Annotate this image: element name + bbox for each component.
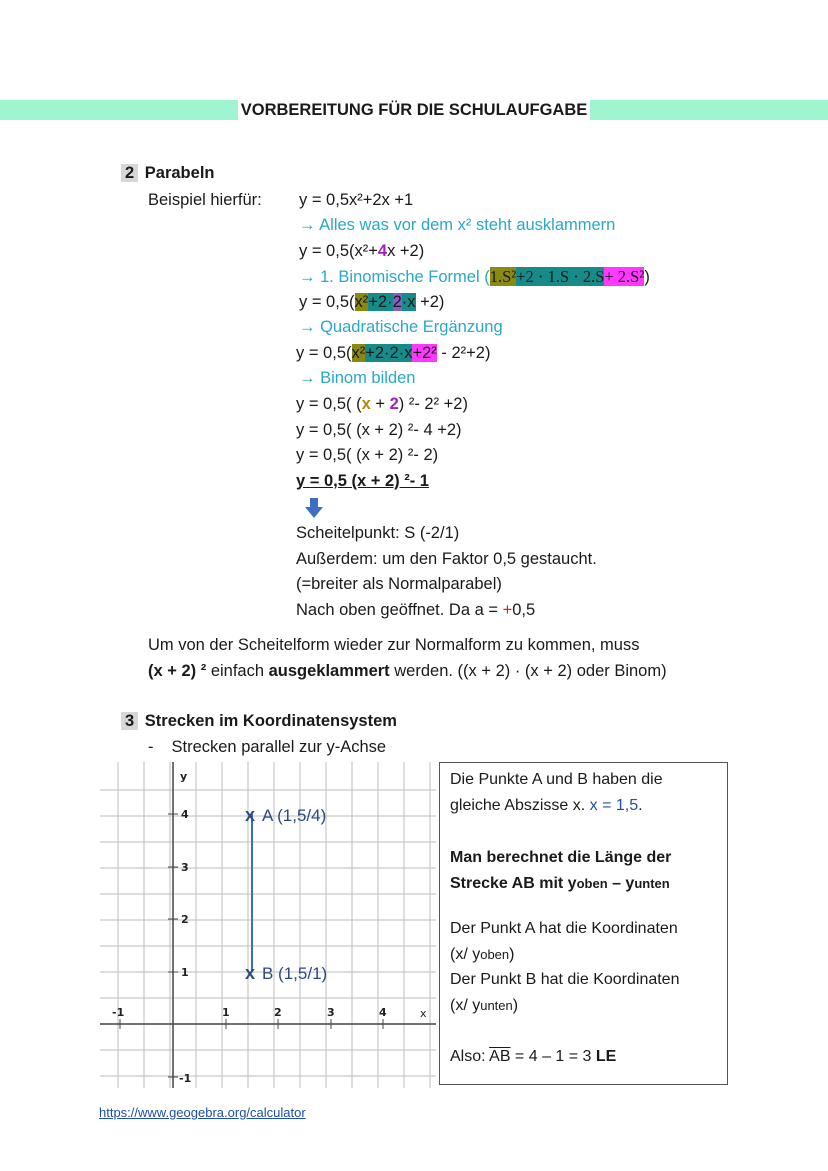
eq-part: y = 0,5(x²+ <box>299 242 378 260</box>
info-line <box>450 797 643 815</box>
eq-part: y = 0,5( <box>296 344 352 362</box>
text-part: Nach oben geöffnet. Da a = <box>296 601 503 619</box>
hint-second-square: + 2.S² <box>604 267 645 286</box>
subscript: oben <box>576 876 608 891</box>
x-tick-label: 4 <box>379 1006 387 1019</box>
y-tick-label: 4 <box>181 808 189 821</box>
paragraph-line-2 <box>148 662 667 681</box>
eq-part: +2· <box>368 293 393 311</box>
hint-factor-out: → Alles was vor dem x² steht ausklammern <box>299 216 616 234</box>
subscript: unten <box>480 998 513 1013</box>
eq-x-colored: x <box>361 395 371 413</box>
example-label: Beispiel hierfür: <box>148 191 262 209</box>
eq-part: y = 0,5( <box>299 293 355 311</box>
vertex-text: Scheitelpunkt: S (-2/1) <box>296 524 460 542</box>
text-part: gleiche Abszisse x. <box>450 797 590 814</box>
eq-highlight-square: +2² <box>412 344 437 362</box>
arrow-down-icon <box>303 497 325 519</box>
eq-2-colored: 2 <box>389 395 399 413</box>
opening-text <box>296 601 535 620</box>
segment-ab-label: $\overline{AB}$ <box>489 1048 511 1065</box>
y-tick-label: 3 <box>181 861 189 874</box>
equation-result: y = 0,5 (x + 2) ²- 1 <box>296 472 429 490</box>
bullet-dash: - <box>148 738 154 756</box>
hint-completing-square: → Quadratische Ergänzung <box>299 318 503 336</box>
eq-part: - 2²+2) <box>436 344 491 362</box>
hint-middle-term: +2 · 1.S · 2.S <box>516 267 605 286</box>
text-part: ) <box>509 946 515 963</box>
unit-le: LE <box>595 1048 617 1065</box>
eq-part: ) ²- 2² +2) <box>398 395 468 413</box>
text-part: werden. ((x + 2) · (x + 2) oder Binom) <box>389 662 667 680</box>
text-part: einfach <box>206 662 269 680</box>
section-title: Strecken im Koordinatensystem <box>144 712 397 730</box>
equation-line-1: y = 0,5x²+2x +1 <box>299 191 414 209</box>
text-part: (x/ y <box>450 997 481 1014</box>
y-tick-label: 1 <box>181 966 189 979</box>
eq-highlight-x2: x² <box>351 344 366 362</box>
eq-highlight-x2: x² <box>354 293 369 311</box>
x-axis-label: x <box>420 1007 427 1020</box>
hint-binomial-formula <box>299 267 650 287</box>
page-title: VORBEREITUNG FÜR DIE SCHULAUFGABE <box>238 97 590 123</box>
hint-paren: ) <box>644 268 650 286</box>
section-number: 3 <box>121 712 138 730</box>
equation-line-6: y = 0,5( (x + 2) ²- 4 +2) <box>296 421 462 439</box>
abscissa-value: x = 1,5 <box>589 797 639 814</box>
eq-part: x <box>404 344 413 362</box>
eq-highlight-2: 2 <box>392 293 402 311</box>
eq-part: x <box>407 293 416 311</box>
info-line: Die Punkte A und B haben die <box>450 771 663 788</box>
info-line: Der Punkt B hat die Koordinaten <box>450 971 680 988</box>
eq-part: y = 0,5( ( <box>296 395 362 413</box>
text-part: (x + 2) ² <box>148 662 207 680</box>
point-marker-a: x <box>245 805 256 825</box>
text-part: Also: <box>450 1048 490 1065</box>
eq-part: x +2) <box>387 242 425 260</box>
text-part: ) <box>512 997 519 1014</box>
text-part: . <box>638 797 643 814</box>
x-tick-label: 3 <box>327 1006 335 1019</box>
eq-part: +2·2· <box>365 344 405 362</box>
geogebra-link[interactable]: https://www.geogebra.org/calculator <box>99 1105 306 1120</box>
section-title: Parabeln <box>144 164 215 182</box>
x-tick-label: 2 <box>274 1006 282 1019</box>
info-line: Man berechnet die Länge der <box>450 849 672 866</box>
y-tick-label: -1 <box>179 1072 192 1085</box>
subscript: oben <box>480 947 510 962</box>
eq-part: +2) <box>415 293 445 311</box>
y-tick-label: 2 <box>181 913 189 926</box>
compression-text: Außerdem: um den Faktor 0,5 gestaucht. <box>296 550 597 568</box>
point-b-label: B (1,5/1) <box>262 964 328 983</box>
hint-form-binomial: → Binom bilden <box>299 369 416 387</box>
text-part: – y <box>607 875 635 892</box>
x-tick-label: -1 <box>112 1006 125 1019</box>
text-part: 0,5 <box>512 601 536 619</box>
eq-highlight-middle <box>368 293 415 311</box>
x-tick-label: 1 <box>222 1006 230 1019</box>
coordinate-graph <box>100 762 436 1088</box>
eq-part: + <box>370 395 390 413</box>
equation-line-4 <box>296 344 490 363</box>
bullet-text: Strecken parallel zur y-Achse <box>171 738 387 756</box>
info-line <box>450 997 518 1015</box>
hint-first-square: 1.S² <box>489 267 517 286</box>
eq-highlight-middle <box>365 344 412 362</box>
text-part: = 4 – 1 = 3 <box>510 1048 596 1065</box>
section-2-heading <box>121 164 214 183</box>
section-number: 2 <box>121 164 138 182</box>
paragraph-line-1: Um von der Scheitelform wieder zur Normalform zu kommen, muss <box>148 636 640 654</box>
equation-line-7: y = 0,5( (x + 2) ²- 2) <box>296 446 439 464</box>
equation-line-2 <box>299 242 424 261</box>
y-axis-label: y <box>180 770 188 783</box>
section-3-heading <box>121 712 397 731</box>
hint-text: → 1. Binomische Formel ( <box>299 268 490 286</box>
wider-text: (=breiter als Normalparabel) <box>296 575 502 593</box>
text-part: (x/ y <box>450 946 481 963</box>
eq-highlight-4: 4 <box>377 242 388 260</box>
equation-line-3 <box>299 293 444 312</box>
equation-line-5 <box>296 395 468 414</box>
info-line <box>450 875 670 893</box>
subscript: unten <box>634 876 670 891</box>
text-part: Strecke AB mit y <box>450 875 577 892</box>
info-box <box>439 762 728 1085</box>
info-line: Der Punkt A hat die Koordinaten <box>450 920 678 937</box>
point-marker-b: x <box>245 963 256 983</box>
plus-sign: + <box>502 601 513 619</box>
info-line <box>450 946 514 964</box>
bullet-item <box>148 738 386 757</box>
eq-part: · <box>401 293 408 311</box>
info-result <box>450 1048 616 1066</box>
point-a-label: A (1,5/4) <box>262 806 327 825</box>
text-part: ausgeklammert <box>268 662 390 680</box>
